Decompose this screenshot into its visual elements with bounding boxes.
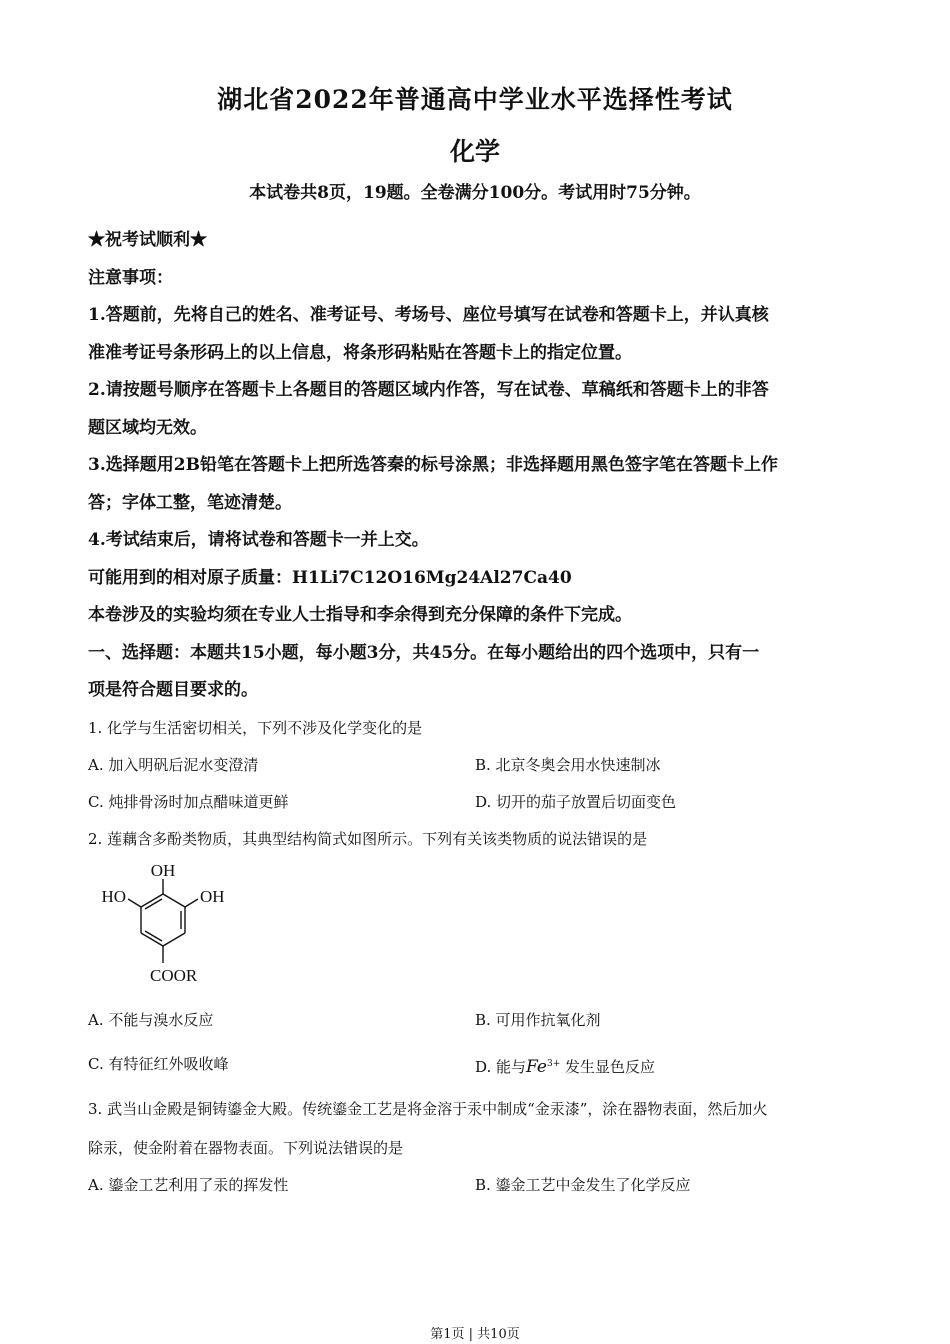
fe-ion-charge: 3+ (546, 1058, 561, 1069)
question-3-stem-line-2: 除汞，使金附着在器物表面。下列说法错误的是 (88, 1138, 404, 1157)
question-2-option-b: B. 可用作抗氧化剂 (475, 1010, 601, 1029)
question-1-stem: 1. 化学与生活密切相关，下列不涉及化学变化的是 (88, 718, 423, 737)
question-1-option-d: D. 切开的茄子放置后切面变色 (475, 792, 677, 811)
subject-title: 化学 (449, 137, 500, 166)
molecule-label-right: OH (200, 886, 225, 906)
safety-line: 本卷涉及的实验均须在专业人士指导和李余得到充分保障的条件下完成。 (88, 605, 632, 625)
wish-line: ★祝考试顺利★ (88, 230, 207, 250)
notes-heading: 注意事项： (88, 267, 173, 288)
question-3-options-row-1 (88, 1167, 868, 1204)
note-3-line-1: 3.选择题用2B铅笔在答题卡上把所选答秦的标号涂黑；非选择题用黑色签字笔在答题卡上作 (88, 455, 778, 475)
note-2-line-1: 2.请按题号顺序在答题卡上各题目的答题区域内作答，写在试卷、草稿纸和答题卡上的非答 (88, 380, 769, 400)
page-footer: 第1页 | 共10页 (430, 1327, 520, 1342)
question-2-stem: 2. 莲藕含多酚类物质，其典型结构简式如图所示。下列有关该类物质的说法错误的是 (88, 829, 648, 848)
question-2-options-row-1 (88, 998, 868, 1042)
section-1-line-1: 一、选择题：本题共15小题，每小题3分，共45分。在每小题给出的四个选项中，只有一 (88, 642, 760, 663)
section-1-line-2: 项是符合题目要求的。 (88, 680, 258, 700)
exam-content (88, 222, 868, 1204)
question-2-option-d-prefix: D. 能与 (475, 1057, 527, 1076)
note-4: 4.考试结束后，请将试卷和答题卡一并上交。 (88, 530, 429, 550)
question-3-stem-line-1: 3. 武当山金殿是铜铸鎏金大殿。传统鎏金工艺是将金溶于汞中制成“金汞漆”，涂在器物表面，然后加火 (88, 1099, 768, 1118)
note-1-line-1: 1.答题前，先将自己的姓名、准考证号、考场号、座位号填写在试卷和答题卡上，并认真核 (88, 305, 769, 325)
atomic-mass-line: 可能用到的相对原子质量：H1Li7C12O16Mg24Al27Ca40 (88, 567, 572, 588)
question-2-option-c: C. 有特征红外吸收峰 (88, 1054, 229, 1073)
question-2-option-d (475, 1042, 655, 1089)
question-1-options-row-1 (88, 747, 868, 784)
question-3-option-a: A. 鎏金工艺利用了汞的挥发性 (88, 1175, 289, 1194)
question-3-option-b: B. 鎏金工艺中金发生了化学反应 (475, 1175, 691, 1194)
question-1-option-a: A. 加入明矾后泥水变澄清 (88, 755, 259, 774)
question-2-option-d-suffix: 发生显色反应 (560, 1057, 656, 1076)
note-1-line-2: 准准考证号条形码上的以上信息，将条形码粘贴在答题卡上的指定位置。 (88, 342, 632, 363)
question-2-options-row-2 (88, 1042, 868, 1089)
note-2-line-2: 题区域均无效。 (88, 417, 207, 438)
fe-ion-symbol: Fe (526, 1056, 547, 1077)
molecule-label-top: OH (150, 861, 176, 880)
molecule-structure-diagram (88, 862, 258, 992)
molecule-label-bottom: COOR (150, 965, 198, 985)
exam-info: 本试卷共8页，19题。全卷满分100分。考试用时75分钟。 (249, 183, 701, 203)
question-2-option-a: A. 不能与溴水反应 (88, 1010, 214, 1029)
molecule-label-left: HO (101, 886, 126, 906)
question-1-option-b: B. 北京冬奥会用水快速制冰 (475, 755, 661, 774)
page-title: 湖北省2022年普通高中学业水平选择性考试 (217, 85, 733, 114)
note-3-line-2: 答；字体工整，笔迹清楚。 (88, 492, 292, 513)
question-1-option-c: C. 炖排骨汤时加点醋味道更鲜 (88, 792, 289, 811)
question-1-options-row-2 (88, 784, 868, 821)
